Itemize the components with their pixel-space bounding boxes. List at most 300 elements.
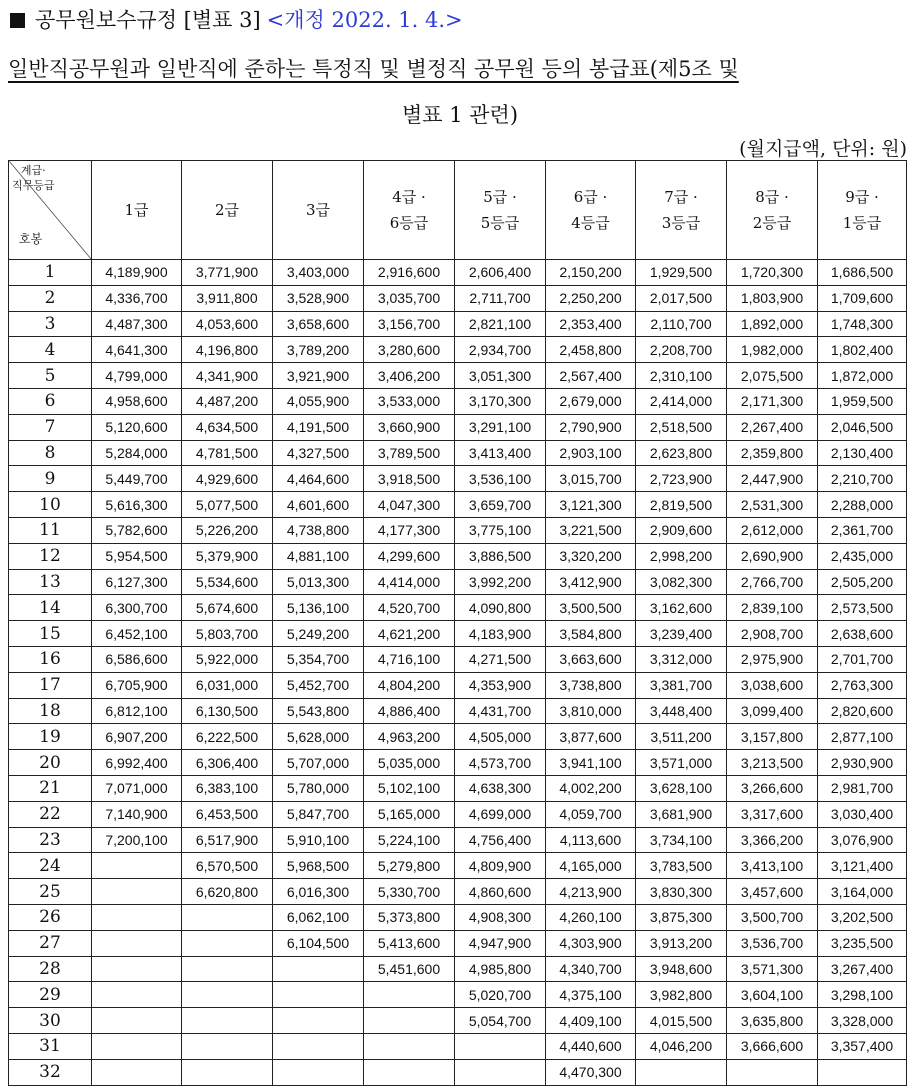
salary-cell: 4,090,800 <box>455 595 546 621</box>
salary-cell: 2,903,100 <box>546 440 636 466</box>
step-number: 14 <box>9 595 92 621</box>
step-number: 28 <box>9 956 92 982</box>
salary-cell: 2,267,400 <box>727 414 818 440</box>
salary-cell: 3,635,800 <box>727 1008 818 1034</box>
salary-cell: 1,892,000 <box>727 311 818 337</box>
salary-cell: 3,877,600 <box>546 724 636 750</box>
salary-cell <box>182 1033 273 1059</box>
salary-cell: 4,327,500 <box>273 440 364 466</box>
salary-cell: 3,783,500 <box>636 853 727 879</box>
table-row <box>9 517 907 543</box>
salary-cell: 5,136,100 <box>273 595 364 621</box>
salary-cell: 4,487,300 <box>92 311 182 337</box>
salary-cell: 4,638,300 <box>455 775 546 801</box>
salary-cell: 2,820,600 <box>818 698 907 724</box>
salary-cell: 6,031,000 <box>182 672 273 698</box>
salary-cell: 5,077,500 <box>182 492 273 518</box>
salary-cell: 3,660,900 <box>364 414 455 440</box>
salary-cell <box>92 1059 182 1085</box>
salary-cell: 6,992,400 <box>92 750 182 776</box>
salary-cell: 3,076,900 <box>818 827 907 853</box>
salary-cell: 4,505,000 <box>455 724 546 750</box>
table-row <box>9 595 907 621</box>
salary-cell: 5,373,800 <box>364 904 455 930</box>
salary-cell: 4,634,500 <box>182 414 273 440</box>
salary-cell: 6,517,900 <box>182 827 273 853</box>
salary-cell: 3,875,300 <box>636 904 727 930</box>
salary-cell <box>182 904 273 930</box>
salary-cell: 2,361,700 <box>818 517 907 543</box>
salary-cell: 2,288,000 <box>818 492 907 518</box>
salary-cell: 4,260,100 <box>546 904 636 930</box>
salary-cell: 3,156,700 <box>364 311 455 337</box>
salary-cell <box>92 879 182 905</box>
salary-cell: 3,381,700 <box>636 672 727 698</box>
step-number: 31 <box>9 1033 92 1059</box>
salary-cell: 2,567,400 <box>546 363 636 389</box>
table-row <box>9 621 907 647</box>
salary-cell: 3,239,400 <box>636 621 727 647</box>
step-number: 12 <box>9 543 92 569</box>
salary-cell: 2,790,900 <box>546 414 636 440</box>
column-header: 3급 <box>273 161 364 260</box>
salary-cell: 5,413,600 <box>364 930 455 956</box>
salary-cell: 5,035,000 <box>364 750 455 776</box>
salary-cell: 3,457,600 <box>727 879 818 905</box>
salary-cell: 4,340,700 <box>546 956 636 982</box>
salary-cell: 5,451,600 <box>364 956 455 982</box>
salary-cell: 7,140,900 <box>92 801 182 827</box>
diagonal-corner-header <box>9 161 92 260</box>
salary-cell: 6,104,500 <box>273 930 364 956</box>
salary-cell: 3,328,000 <box>818 1008 907 1034</box>
salary-cell: 3,312,000 <box>636 646 727 672</box>
salary-cell: 7,200,100 <box>92 827 182 853</box>
salary-cell: 4,781,500 <box>182 440 273 466</box>
salary-cell: 6,016,300 <box>273 879 364 905</box>
step-number: 19 <box>9 724 92 750</box>
salary-cell: 5,226,200 <box>182 517 273 543</box>
column-header: 5급 · 5등급 <box>455 161 546 260</box>
amendment-date: <개정 2022. 1. 4.> <box>266 8 463 32</box>
salary-cell: 3,221,500 <box>546 517 636 543</box>
salary-cell: 3,121,300 <box>546 492 636 518</box>
salary-cell: 4,601,600 <box>273 492 364 518</box>
title-line-2: 별표 1 관련) <box>401 103 519 127</box>
salary-cell: 4,213,900 <box>546 879 636 905</box>
salary-cell: 7,071,000 <box>92 775 182 801</box>
salary-cell: 2,975,900 <box>727 646 818 672</box>
salary-cell: 6,306,400 <box>182 750 273 776</box>
salary-cell: 5,922,000 <box>182 646 273 672</box>
salary-cell: 1,872,000 <box>818 363 907 389</box>
salary-cell: 3,659,700 <box>455 492 546 518</box>
salary-cell <box>92 1033 182 1059</box>
salary-cell: 6,127,300 <box>92 569 182 595</box>
salary-cell <box>273 1059 364 1085</box>
salary-cell: 3,528,900 <box>273 285 364 311</box>
salary-cell <box>273 956 364 982</box>
salary-cell: 2,821,100 <box>455 311 546 337</box>
document-title <box>8 46 912 138</box>
salary-cell: 4,809,900 <box>455 853 546 879</box>
salary-cell: 3,051,300 <box>455 363 546 389</box>
table-header-row <box>9 161 907 260</box>
salary-cell: 3,738,800 <box>546 672 636 698</box>
salary-cell: 2,210,700 <box>818 466 907 492</box>
salary-cell: 5,707,000 <box>273 750 364 776</box>
salary-cell: 2,447,900 <box>727 466 818 492</box>
salary-cell: 3,533,000 <box>364 388 455 414</box>
salary-cell: 5,452,700 <box>273 672 364 698</box>
salary-cell: 3,500,500 <box>546 595 636 621</box>
salary-cell: 2,046,500 <box>818 414 907 440</box>
step-number: 11 <box>9 517 92 543</box>
salary-cell <box>92 1008 182 1034</box>
salary-cell: 3,448,400 <box>636 698 727 724</box>
salary-cell: 3,164,000 <box>818 879 907 905</box>
step-number: 18 <box>9 698 92 724</box>
salary-cell: 3,357,400 <box>818 1033 907 1059</box>
salary-cell <box>92 982 182 1008</box>
step-number: 5 <box>9 363 92 389</box>
salary-cell: 4,947,900 <box>455 930 546 956</box>
salary-cell: 1,959,500 <box>818 388 907 414</box>
salary-cell: 5,020,700 <box>455 982 546 1008</box>
salary-cell <box>818 1059 907 1085</box>
salary-cell: 1,720,300 <box>727 260 818 286</box>
salary-cell: 6,907,200 <box>92 724 182 750</box>
salary-cell: 3,082,300 <box>636 569 727 595</box>
table-row <box>9 311 907 337</box>
table-row <box>9 646 907 672</box>
salary-cell: 1,982,000 <box>727 337 818 363</box>
salary-cell: 4,799,000 <box>92 363 182 389</box>
salary-cell: 2,623,800 <box>636 440 727 466</box>
salary-cell: 2,909,600 <box>636 517 727 543</box>
table-row <box>9 801 907 827</box>
salary-cell: 4,573,700 <box>455 750 546 776</box>
salary-cell: 3,280,600 <box>364 337 455 363</box>
salary-cell: 1,709,600 <box>818 285 907 311</box>
salary-cell: 6,570,500 <box>182 853 273 879</box>
salary-cell: 2,877,100 <box>818 724 907 750</box>
step-number: 20 <box>9 750 92 776</box>
step-number: 10 <box>9 492 92 518</box>
step-number: 30 <box>9 1008 92 1034</box>
salary-cell: 5,354,700 <box>273 646 364 672</box>
salary-cell: 2,130,400 <box>818 440 907 466</box>
salary-cell: 3,406,200 <box>364 363 455 389</box>
salary-cell: 5,449,700 <box>92 466 182 492</box>
salary-cell: 1,686,500 <box>818 260 907 286</box>
salary-cell: 2,458,800 <box>546 337 636 363</box>
step-number: 26 <box>9 904 92 930</box>
salary-cell: 4,299,600 <box>364 543 455 569</box>
salary-cell: 4,191,500 <box>273 414 364 440</box>
step-number: 29 <box>9 982 92 1008</box>
salary-cell: 4,046,200 <box>636 1033 727 1059</box>
salary-cell: 3,500,700 <box>727 904 818 930</box>
salary-table <box>8 160 907 1086</box>
column-header: 4급 · 6등급 <box>364 161 455 260</box>
table-row <box>9 543 907 569</box>
salary-cell: 5,102,100 <box>364 775 455 801</box>
title-line-1: 일반직공무원과 일반직에 준하는 특정직 및 별정직 공무원 등의 봉급표(제5조 및 <box>8 57 739 81</box>
salary-cell: 3,121,400 <box>818 853 907 879</box>
salary-cell: 4,886,400 <box>364 698 455 724</box>
step-number: 13 <box>9 569 92 595</box>
salary-cell: 4,336,700 <box>92 285 182 311</box>
salary-cell: 2,435,000 <box>818 543 907 569</box>
salary-cell: 3,734,100 <box>636 827 727 853</box>
salary-cell: 2,819,500 <box>636 492 727 518</box>
column-header: 7급 · 3등급 <box>636 161 727 260</box>
salary-cell: 6,300,700 <box>92 595 182 621</box>
salary-cell: 2,414,000 <box>636 388 727 414</box>
salary-cell: 3,403,000 <box>273 260 364 286</box>
salary-cell: 5,616,300 <box>92 492 182 518</box>
salary-cell: 4,053,600 <box>182 311 273 337</box>
salary-cell: 4,414,000 <box>364 569 455 595</box>
salary-cell <box>92 930 182 956</box>
unit-note: (월지급액, 단위: 원) <box>739 138 907 160</box>
table-row <box>9 285 907 311</box>
salary-cell: 4,929,600 <box>182 466 273 492</box>
salary-cell: 6,452,100 <box>92 621 182 647</box>
salary-cell: 3,266,600 <box>727 775 818 801</box>
salary-cell <box>182 982 273 1008</box>
table-row <box>9 1059 907 1085</box>
salary-cell: 3,099,400 <box>727 698 818 724</box>
salary-cell: 3,320,200 <box>546 543 636 569</box>
step-number: 1 <box>9 260 92 286</box>
column-header: 8급 · 2등급 <box>727 161 818 260</box>
salary-cell <box>182 930 273 956</box>
salary-cell: 3,941,100 <box>546 750 636 776</box>
salary-cell: 4,409,100 <box>546 1008 636 1034</box>
step-number: 7 <box>9 414 92 440</box>
step-number: 23 <box>9 827 92 853</box>
salary-cell: 2,908,700 <box>727 621 818 647</box>
table-row <box>9 724 907 750</box>
salary-cell <box>364 1033 455 1059</box>
salary-cell: 5,054,700 <box>455 1008 546 1034</box>
salary-cell <box>182 956 273 982</box>
table-row <box>9 698 907 724</box>
document-header <box>10 4 463 34</box>
salary-cell: 2,075,500 <box>727 363 818 389</box>
salary-cell: 3,771,900 <box>182 260 273 286</box>
table-row <box>9 930 907 956</box>
table-row <box>9 853 907 879</box>
salary-cell: 3,810,000 <box>546 698 636 724</box>
table-row <box>9 879 907 905</box>
salary-cell: 2,310,100 <box>636 363 727 389</box>
salary-cell: 2,110,700 <box>636 311 727 337</box>
salary-cell: 4,165,000 <box>546 853 636 879</box>
salary-cell: 4,621,200 <box>364 621 455 647</box>
salary-cell: 4,908,300 <box>455 904 546 930</box>
salary-cell: 4,520,700 <box>364 595 455 621</box>
salary-cell <box>727 1059 818 1085</box>
salary-cell: 3,948,600 <box>636 956 727 982</box>
salary-cell: 5,534,600 <box>182 569 273 595</box>
salary-cell: 4,431,700 <box>455 698 546 724</box>
salary-cell: 3,235,500 <box>818 930 907 956</box>
table-body <box>9 260 907 1086</box>
step-number: 15 <box>9 621 92 647</box>
table-row <box>9 569 907 595</box>
column-header: 9급 · 1등급 <box>818 161 907 260</box>
salary-cell: 2,171,300 <box>727 388 818 414</box>
salary-cell: 3,775,100 <box>455 517 546 543</box>
salary-cell: 6,705,900 <box>92 672 182 698</box>
salary-cell: 3,628,100 <box>636 775 727 801</box>
salary-cell: 4,375,100 <box>546 982 636 1008</box>
salary-cell: 2,930,900 <box>818 750 907 776</box>
salary-cell <box>455 1059 546 1085</box>
salary-cell <box>455 1033 546 1059</box>
salary-cell: 3,162,600 <box>636 595 727 621</box>
salary-cell: 2,150,200 <box>546 260 636 286</box>
step-number: 25 <box>9 879 92 905</box>
salary-cell: 3,413,400 <box>455 440 546 466</box>
table-row <box>9 440 907 466</box>
salary-cell: 2,606,400 <box>455 260 546 286</box>
salary-cell: 4,470,300 <box>546 1059 636 1085</box>
salary-cell: 5,224,100 <box>364 827 455 853</box>
table-row <box>9 492 907 518</box>
salary-cell <box>182 1008 273 1034</box>
salary-cell: 4,881,100 <box>273 543 364 569</box>
salary-cell: 3,267,400 <box>818 956 907 982</box>
salary-cell: 1,802,400 <box>818 337 907 363</box>
salary-cell: 2,711,700 <box>455 285 546 311</box>
salary-cell: 3,789,200 <box>273 337 364 363</box>
salary-cell: 5,284,000 <box>92 440 182 466</box>
salary-cell: 4,196,800 <box>182 337 273 363</box>
salary-cell <box>92 853 182 879</box>
salary-cell: 6,620,800 <box>182 879 273 905</box>
step-number: 6 <box>9 388 92 414</box>
table-row <box>9 750 907 776</box>
salary-cell: 3,911,800 <box>182 285 273 311</box>
salary-cell: 5,782,600 <box>92 517 182 543</box>
salary-cell: 3,038,600 <box>727 672 818 698</box>
salary-cell: 4,177,300 <box>364 517 455 543</box>
salary-cell: 4,487,200 <box>182 388 273 414</box>
table-row <box>9 775 907 801</box>
salary-cell <box>364 1059 455 1085</box>
salary-cell: 5,013,300 <box>273 569 364 595</box>
salary-cell: 3,604,100 <box>727 982 818 1008</box>
salary-cell: 2,763,300 <box>818 672 907 698</box>
salary-cell: 4,353,900 <box>455 672 546 698</box>
salary-cell: 5,968,500 <box>273 853 364 879</box>
salary-cell: 2,531,300 <box>727 492 818 518</box>
salary-cell: 4,183,900 <box>455 621 546 647</box>
salary-cell: 4,464,600 <box>273 466 364 492</box>
salary-cell: 2,518,500 <box>636 414 727 440</box>
salary-cell: 6,222,500 <box>182 724 273 750</box>
salary-cell: 1,748,300 <box>818 311 907 337</box>
salary-cell: 3,157,800 <box>727 724 818 750</box>
step-number: 24 <box>9 853 92 879</box>
salary-cell: 3,992,200 <box>455 569 546 595</box>
salary-cell: 5,674,600 <box>182 595 273 621</box>
table-row <box>9 672 907 698</box>
salary-cell <box>273 1033 364 1059</box>
salary-cell: 5,954,500 <box>92 543 182 569</box>
salary-cell: 5,803,700 <box>182 621 273 647</box>
salary-cell: 3,681,900 <box>636 801 727 827</box>
table-row <box>9 904 907 930</box>
salary-cell: 5,543,800 <box>273 698 364 724</box>
table-row <box>9 466 907 492</box>
salary-cell: 4,271,500 <box>455 646 546 672</box>
salary-cell: 1,929,500 <box>636 260 727 286</box>
salary-cell: 5,279,800 <box>364 853 455 879</box>
salary-cell: 4,860,600 <box>455 879 546 905</box>
salary-cell: 3,298,100 <box>818 982 907 1008</box>
salary-cell: 3,413,100 <box>727 853 818 879</box>
salary-cell: 4,804,200 <box>364 672 455 698</box>
salary-cell: 3,913,200 <box>636 930 727 956</box>
salary-cell: 5,249,200 <box>273 621 364 647</box>
regulation-name: 공무원보수규정 [별표 3] <box>35 8 261 32</box>
table-row <box>9 363 907 389</box>
step-number: 16 <box>9 646 92 672</box>
salary-cell: 3,658,600 <box>273 311 364 337</box>
salary-cell: 5,379,900 <box>182 543 273 569</box>
salary-cell: 6,062,100 <box>273 904 364 930</box>
salary-cell: 3,921,900 <box>273 363 364 389</box>
step-number: 9 <box>9 466 92 492</box>
salary-cell: 1,803,900 <box>727 285 818 311</box>
salary-cell: 4,699,000 <box>455 801 546 827</box>
salary-cell: 2,612,000 <box>727 517 818 543</box>
salary-cell: 5,628,000 <box>273 724 364 750</box>
salary-cell <box>273 982 364 1008</box>
black-square-bullet-icon <box>10 13 25 28</box>
salary-cell: 2,017,500 <box>636 285 727 311</box>
step-number: 3 <box>9 311 92 337</box>
salary-cell: 3,366,200 <box>727 827 818 853</box>
salary-cell: 5,120,600 <box>92 414 182 440</box>
salary-cell: 3,918,500 <box>364 466 455 492</box>
salary-cell: 6,586,600 <box>92 646 182 672</box>
column-header: 6급 · 4등급 <box>546 161 636 260</box>
salary-cell: 3,886,500 <box>455 543 546 569</box>
salary-cell: 3,015,700 <box>546 466 636 492</box>
table-row <box>9 982 907 1008</box>
salary-cell: 4,756,400 <box>455 827 546 853</box>
salary-cell: 3,571,000 <box>636 750 727 776</box>
salary-cell: 4,963,200 <box>364 724 455 750</box>
salary-cell: 3,202,500 <box>818 904 907 930</box>
table-row <box>9 388 907 414</box>
salary-cell: 5,847,700 <box>273 801 364 827</box>
salary-cell <box>92 956 182 982</box>
salary-cell: 4,047,300 <box>364 492 455 518</box>
salary-cell: 3,030,400 <box>818 801 907 827</box>
table-row <box>9 260 907 286</box>
salary-cell: 3,035,700 <box>364 285 455 311</box>
step-number: 22 <box>9 801 92 827</box>
corner-grade-label: 계급· 직무등급 <box>12 164 55 192</box>
salary-cell: 2,679,000 <box>546 388 636 414</box>
